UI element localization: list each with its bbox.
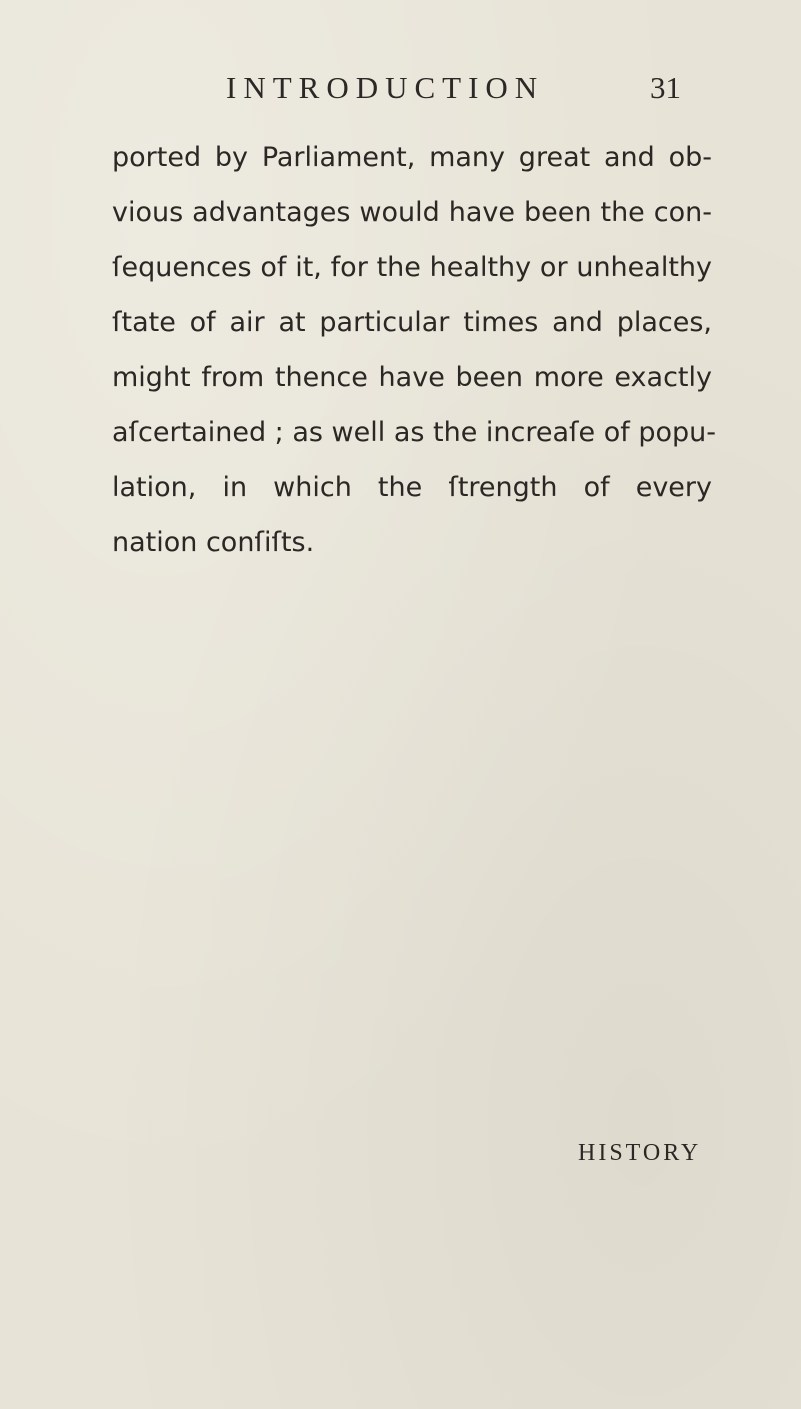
text-line: ſtate of air at particular times and places, bbox=[112, 307, 712, 338]
text-line: aſcertained ; as well as the increaſe of popu- bbox=[112, 417, 717, 448]
page-number: 31 bbox=[650, 70, 681, 105]
text-line: might from thence have been more exactly bbox=[112, 362, 712, 393]
text-line: ported by Parliament, many great and ob- bbox=[112, 142, 712, 173]
running-title: INTRODUCTION bbox=[226, 70, 545, 105]
text-line: ſequences of it, for the healthy or unhealthy bbox=[112, 252, 712, 283]
text-line: vious advantages would have been the con- bbox=[112, 197, 712, 228]
text-line: nation conſiſts. bbox=[112, 527, 315, 558]
catchword: HISTORY bbox=[578, 1140, 702, 1166]
body-paragraph bbox=[112, 130, 717, 570]
text-line: lation, in which the ſtrength of every bbox=[112, 472, 712, 503]
